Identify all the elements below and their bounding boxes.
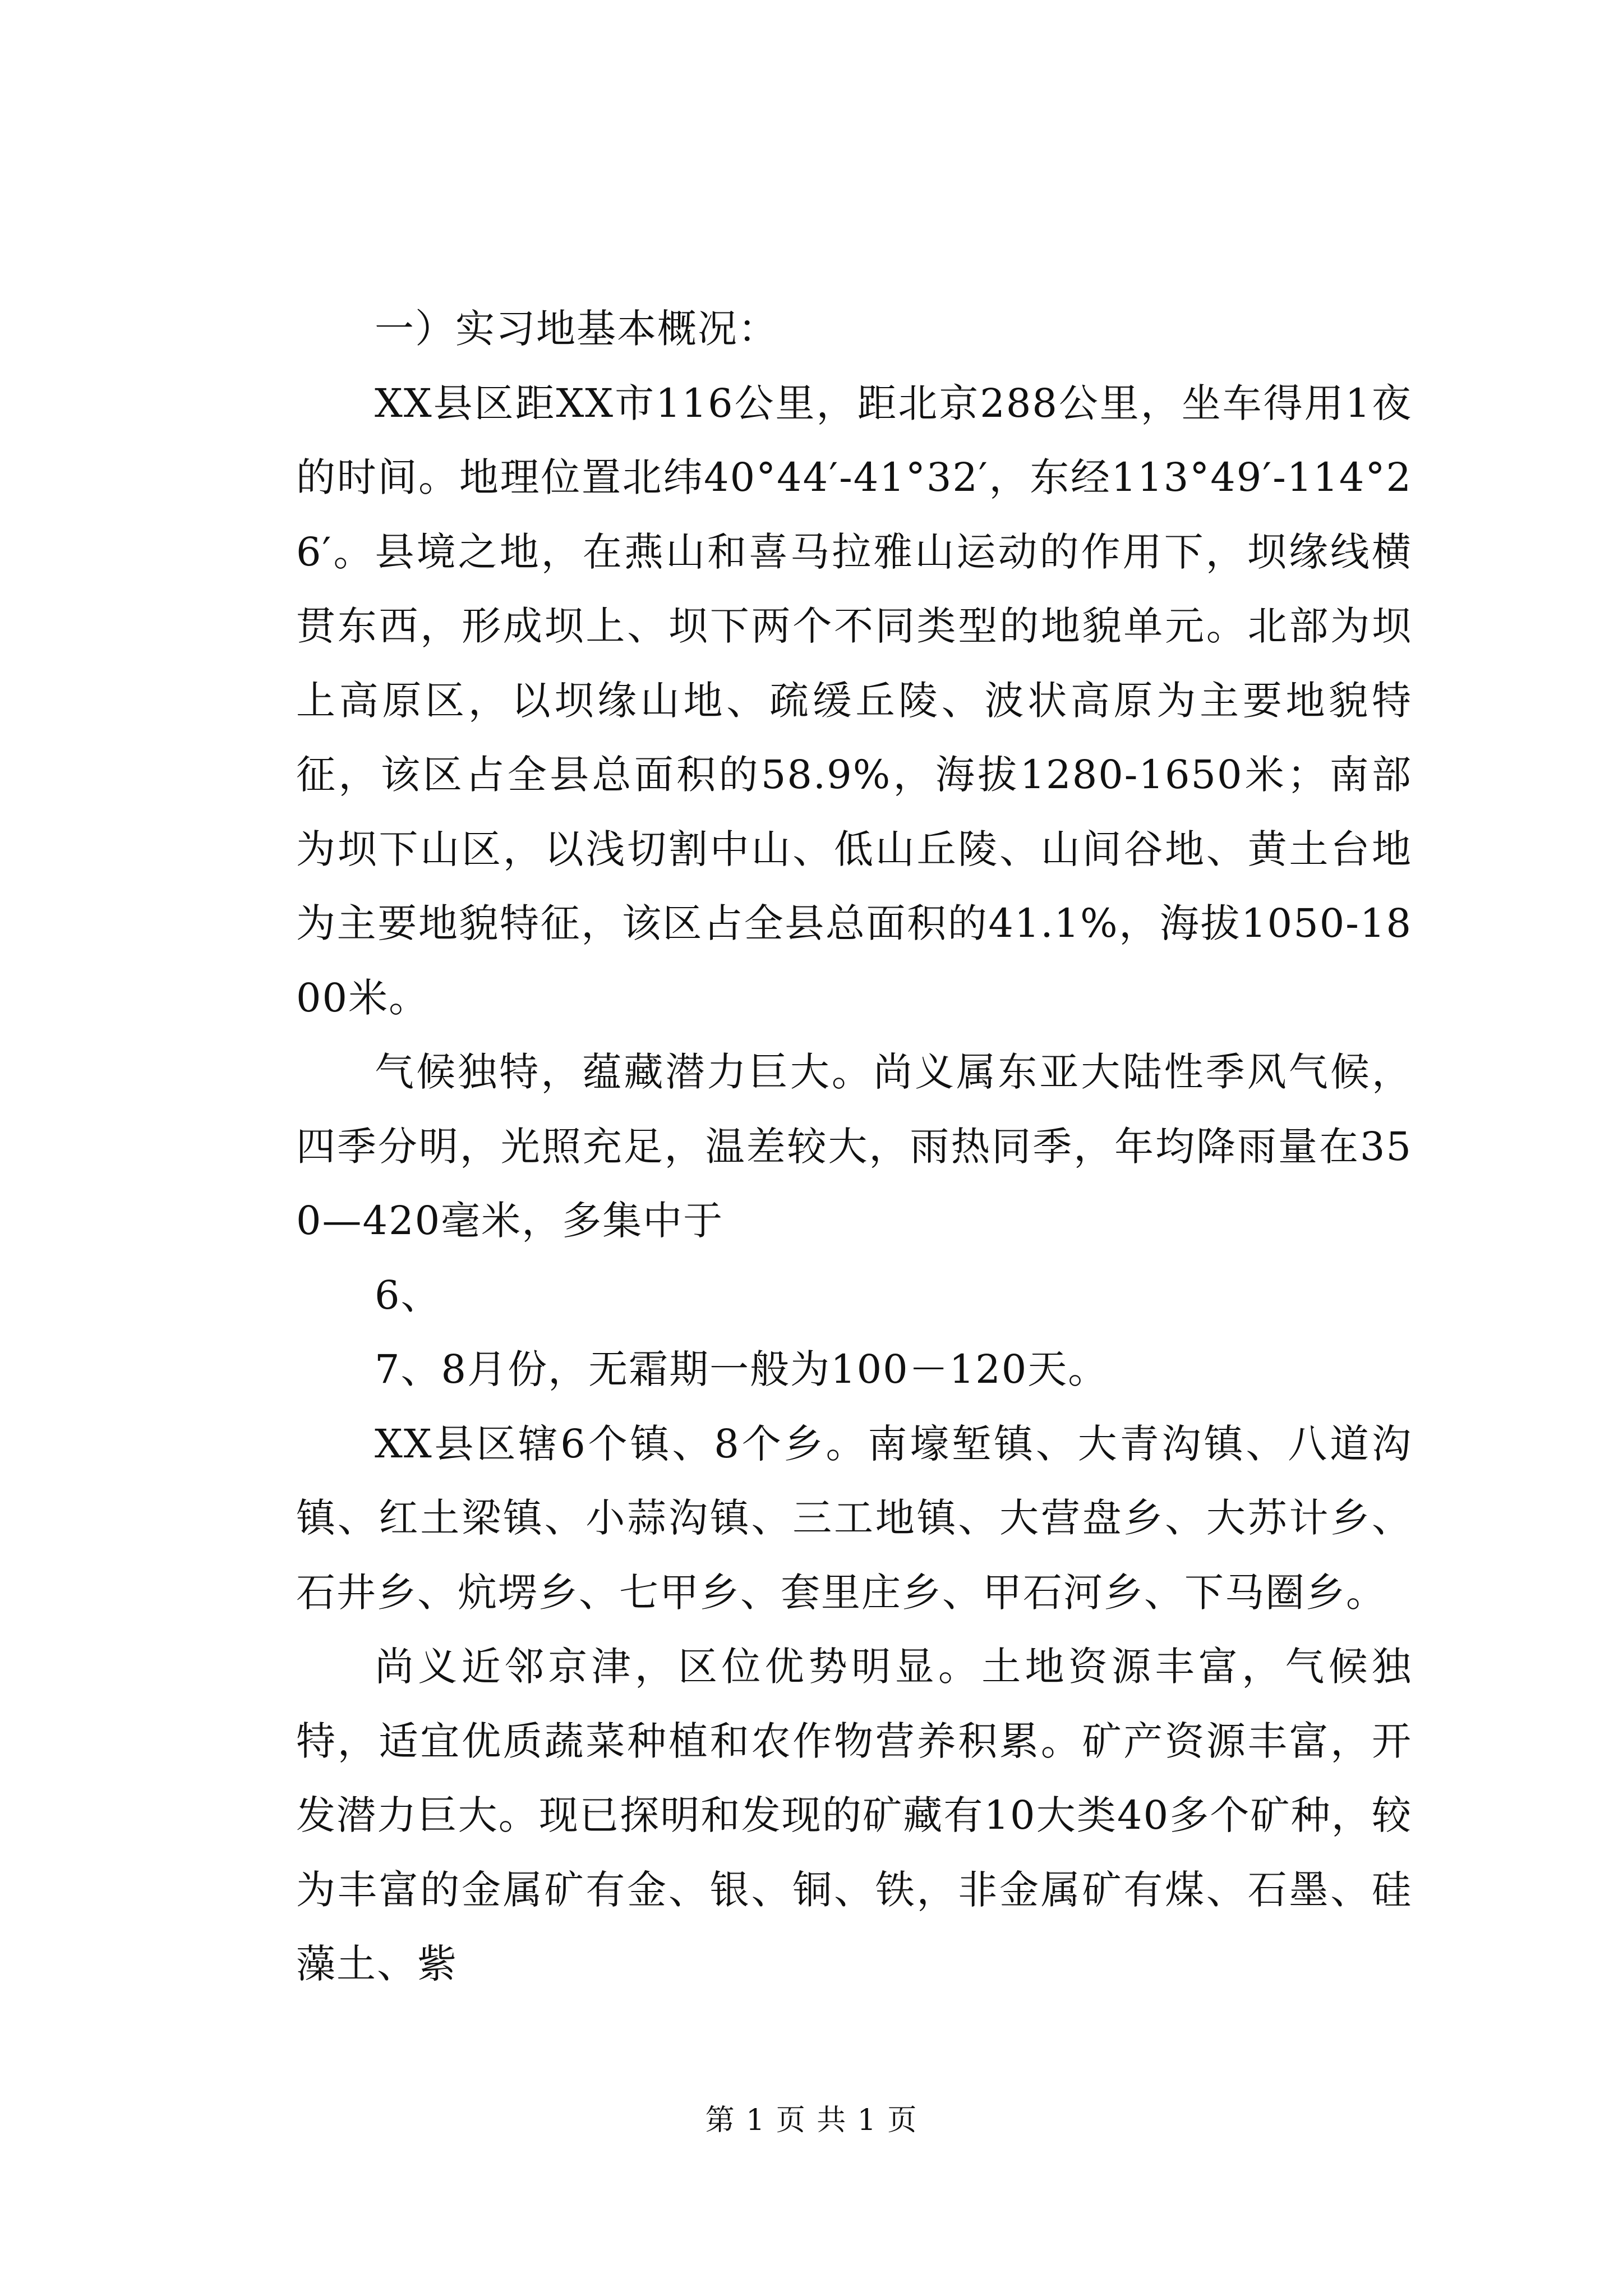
paragraph-frost-free-period: 7、8月份，无霜期一般为100－120天。 xyxy=(375,1346,1109,1392)
paragraph-fragment-month-6: 6、 xyxy=(375,1272,441,1318)
document-body xyxy=(296,292,1412,2001)
paragraph-townships: XX县区辖6个镇、8个乡。南壕堑镇、大青沟镇、八道沟镇、红土梁镇、小蒜沟镇、三工地镇、大营盘乡、大苏计乡、石井乡、炕塄乡、七甲乡、套里庄乡、甲石河乡、下马圈乡。 xyxy=(296,1420,1412,1616)
paragraph-climate: 气候独特，蕴藏潜力巨大。尚义属东亚大陆性季风气候，四季分明，光照充足，温差较大，雨热同季，年均降雨量在350—420毫米，多集中于 xyxy=(296,1049,1412,1244)
page-number-footer: 第 1 页 共 1 页 xyxy=(705,2104,918,2137)
section-heading: 一）实习地基本概况： xyxy=(375,306,778,352)
paragraph-resources: 尚义近邻京津，区位优势明显。土地资源丰富，气候独特，适宜优质蔬菜种植和农作物营养积累。矿产资源丰富，开发潜力巨大。现已探明和发现的矿藏有10大类40多个矿种，较为丰富的金属矿有金、银、铜、铁，非金属矿有煤、石墨、硅藻土、紫 xyxy=(296,1644,1412,1987)
paragraph-location-terrain: XX县区距XX市116公里，距北京288公里，坐车得用1夜的时间。地理位置北纬40°44′-41°32′，东经113°49′-114°26′。县境之地，在燕山和喜马拉雅山运动的作用下，坝缘线横贯东西，形成坝上、坝下两个不同类型的地貌单元。北部为坝上高原区，以坝缘山地、疏缓丘陵、波状高原为主要地貌特征，该区占全县总面积的58.9%，海拔1280-1650米；南部为坝下山区，以浅切割中山、低山丘陵、山间谷地、黄土台地为主要地貌特征，该区占全县总面积的41.1%，海拔1050-1800米。 xyxy=(296,380,1412,1021)
